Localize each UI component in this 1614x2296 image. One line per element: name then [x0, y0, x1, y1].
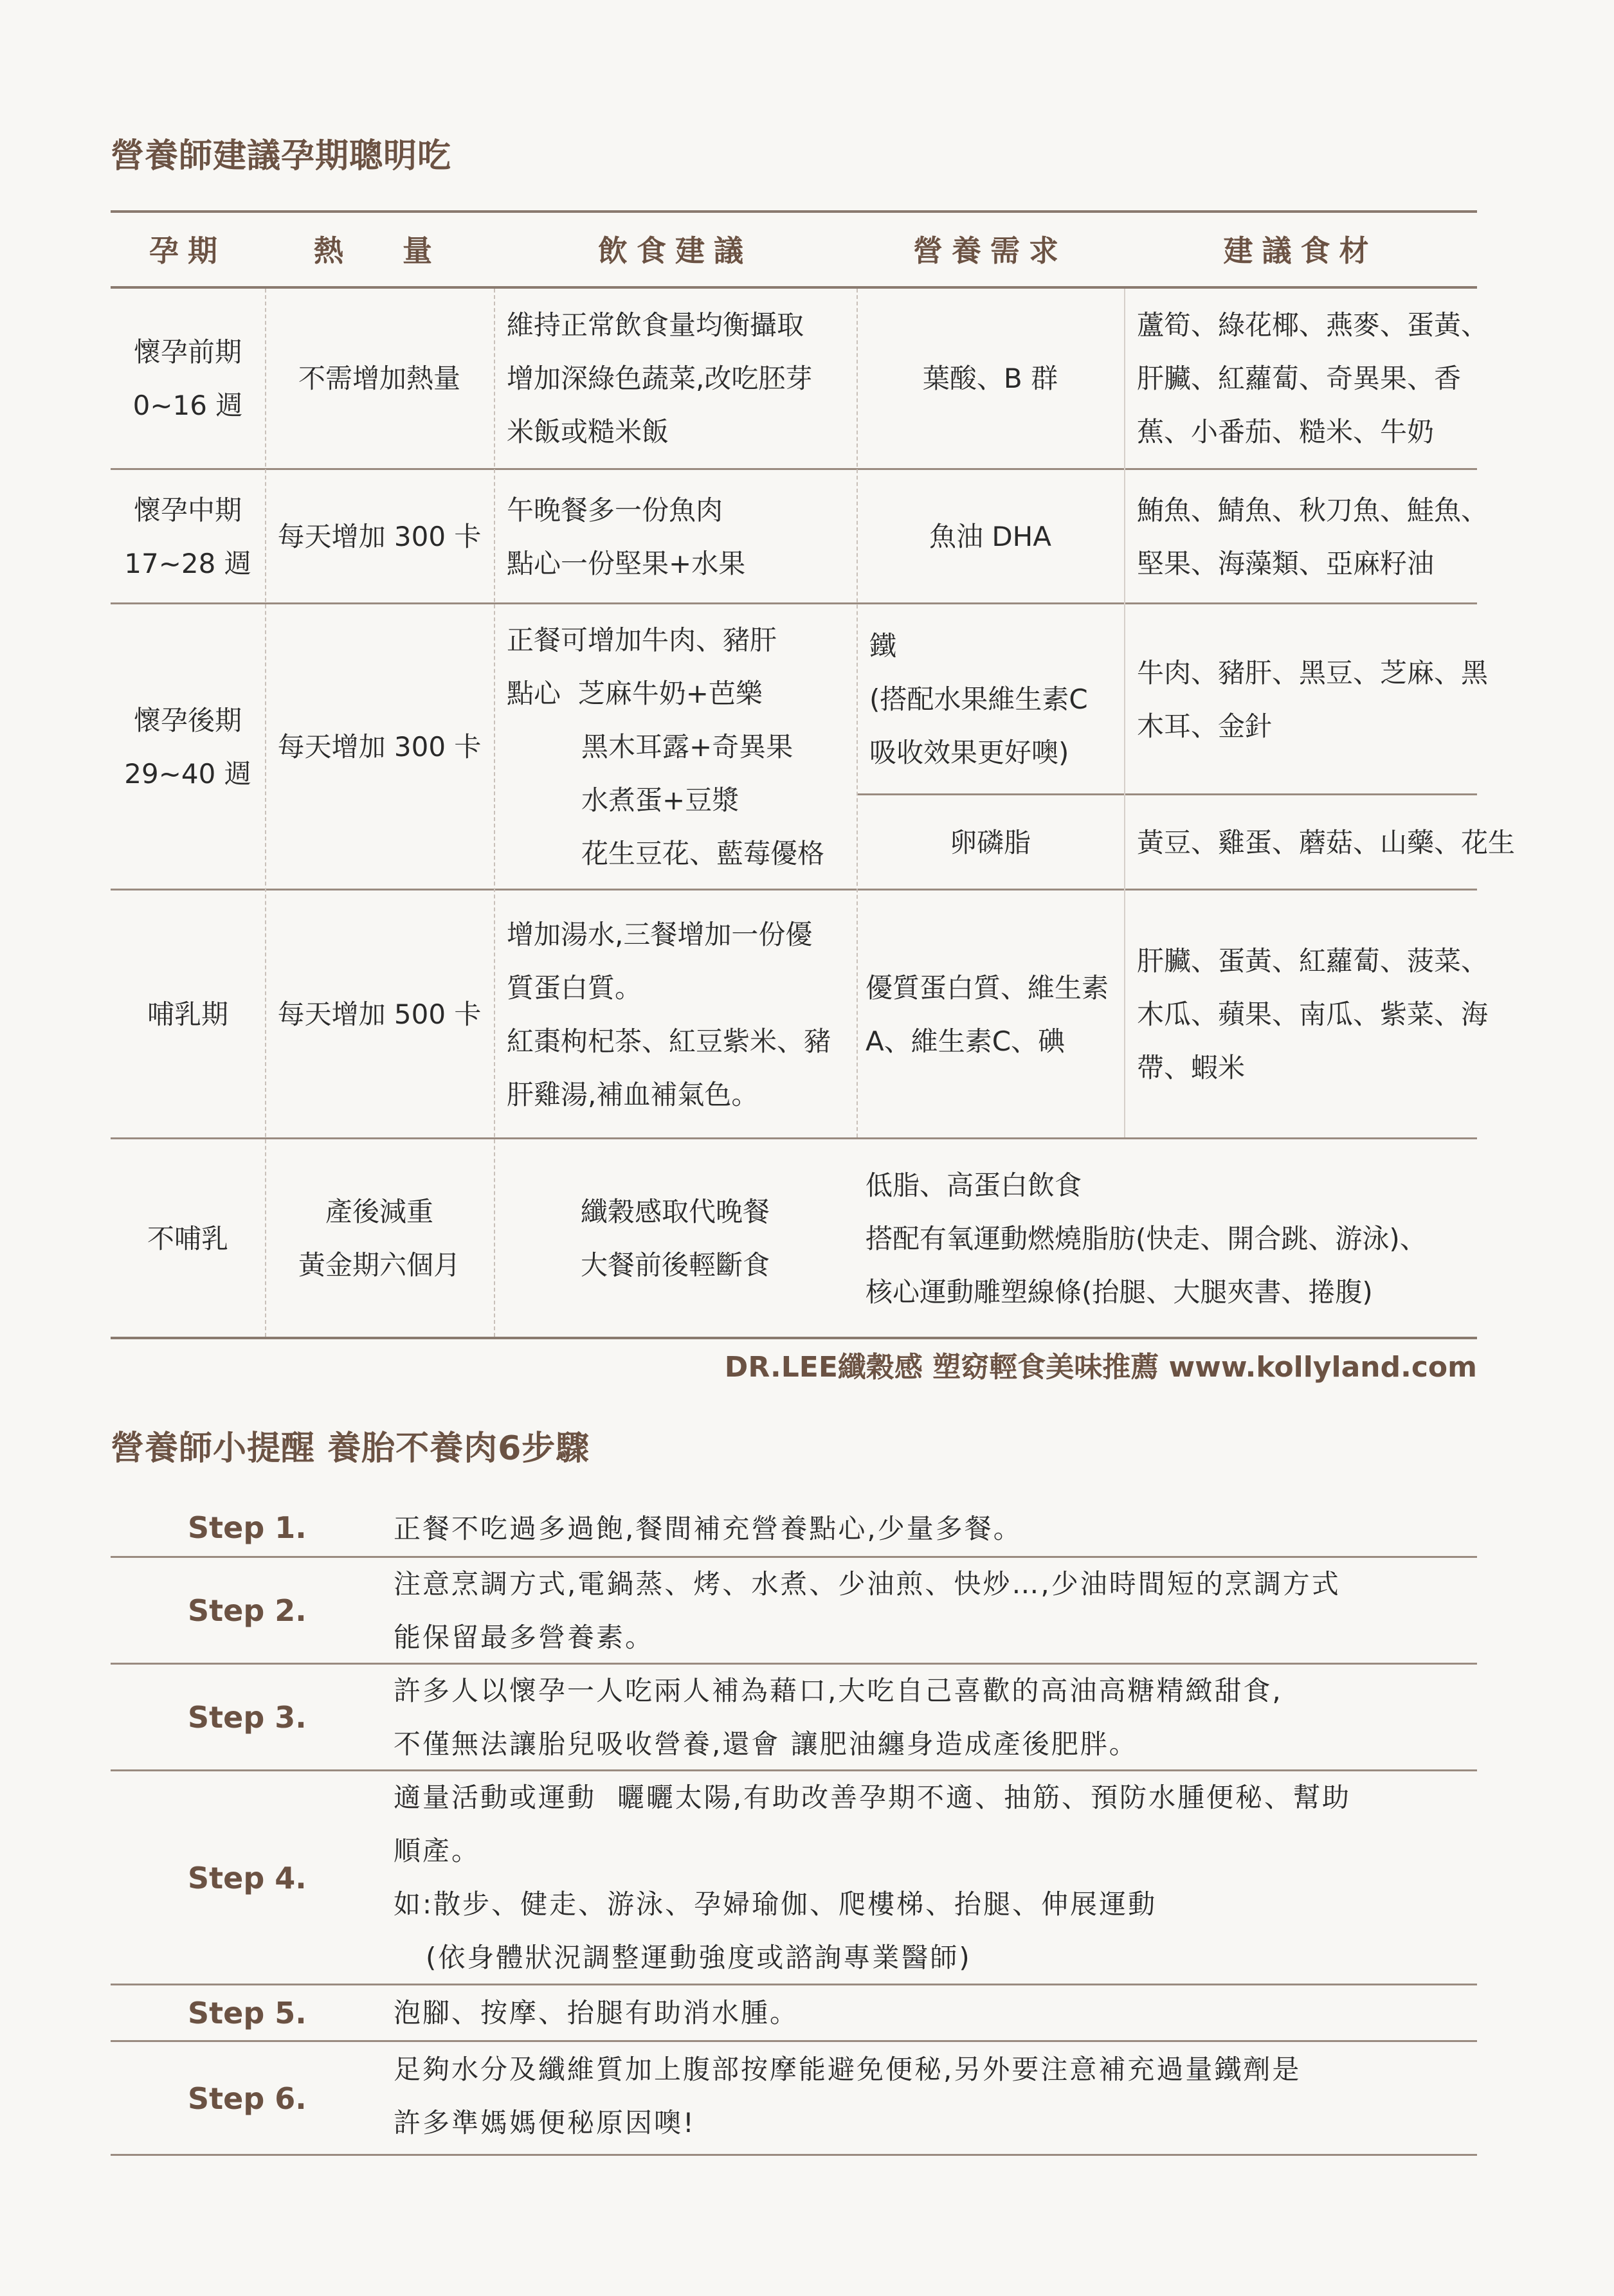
section-title-nutrition: 營養師建議孕期聰明吃	[111, 137, 452, 176]
row4-foods	[1124, 891, 1489, 1137]
text-line: 每天增加 500 卡	[277, 999, 482, 1030]
step-label: Step 6.	[188, 2081, 307, 2116]
header-period: 孕期	[149, 233, 226, 268]
row2-foods	[1124, 471, 1489, 602]
text-line: 產後減重	[325, 1196, 433, 1227]
row3-nutrient-iron	[857, 605, 1124, 793]
text-line: 點心 芝麻牛奶+芭樂	[507, 678, 763, 709]
text-line: 懷孕中期	[133, 494, 242, 526]
text-line: 足夠水分及纖維質加上腹部按摩能避免便秘,另外要注意補充過量鐵劑是	[394, 2054, 1301, 2085]
row-rule	[111, 1137, 1477, 1139]
text-line: 低脂、高蛋白飲食	[866, 1169, 1082, 1201]
text-line: 許多人以懷孕一人吃兩人補為藉口,大吃自己喜歡的高油高糖精緻甜食,	[394, 1675, 1283, 1706]
text-line: 不僅無法讓胎兒吸收營養,還會 讓肥油纏身造成產後肥胖。	[394, 1728, 1138, 1760]
text-line: 增加深綠色蔬菜,改吃胚芽	[507, 363, 813, 394]
text-line: 搭配有氧運動燃燒脂肪(快走、開合跳、游泳)、	[866, 1222, 1427, 1254]
step-label: Step 3.	[188, 1700, 307, 1735]
nutrition-table	[111, 210, 1516, 1339]
text-line: 肝雞湯,補血補氣色。	[507, 1078, 759, 1110]
row-rule	[111, 889, 1477, 890]
text-line: 泡腳、按摩、抬腿有助消水腫。	[394, 1997, 799, 2029]
step-text	[394, 1502, 1022, 1555]
text-line: 花生豆花、藍莓優格	[581, 838, 825, 869]
text-line: 能保留最多營養素。	[394, 1622, 655, 1653]
text-line: 肝臟、蛋黃、紅蘿蔔、菠菜、	[1137, 945, 1489, 977]
text-line: 堅果、海藻類、亞麻籽油	[1137, 547, 1435, 579]
row5-diet	[494, 1140, 857, 1337]
step-text	[394, 1771, 1351, 1984]
text-line: 大餐前後輕斷食	[580, 1249, 770, 1281]
text-line: 纖穀感取代晚餐	[580, 1196, 770, 1227]
text-line: 許多準媽媽便秘原因噢!	[394, 2107, 696, 2138]
row1-nutrient	[857, 289, 1124, 468]
row4-diet	[494, 891, 857, 1137]
text-line: A、維生素C、碘	[866, 1025, 1065, 1057]
row3-nutrient-lecithin	[857, 796, 1124, 889]
row4-calories	[265, 891, 494, 1137]
step-text	[394, 2043, 1301, 2149]
row3-calories	[265, 605, 494, 889]
header-diet: 飲食建議	[598, 233, 752, 268]
text-line: 29~40 週	[124, 757, 251, 790]
text-line: 注意烹調方式,電鍋蒸、烤、水煮、少油煎、快炒…,少油時間短的烹調方式	[394, 1568, 1341, 1600]
row1-calories	[265, 289, 494, 468]
text-line: 鮪魚、鯖魚、秋刀魚、鮭魚、	[1137, 494, 1489, 526]
text-line: 黃金期六個月	[298, 1249, 460, 1281]
step-rule	[111, 2154, 1477, 2156]
text-line: 哺乳期	[147, 999, 228, 1030]
text-line: 肝臟、紅蘿蔔、奇異果、香	[1137, 363, 1462, 394]
text-line: 0~16 週	[132, 389, 243, 421]
text-line: 牛肉、豬肝、黑豆、芝麻、黑	[1137, 656, 1489, 689]
text-line: 點心一份堅果+水果	[507, 547, 746, 579]
text-line: 順產。	[394, 1835, 481, 1867]
text-line: 午晚餐多一份魚肉	[507, 494, 723, 526]
text-line: 紅棗枸杞茶、紅豆紫米、豬	[507, 1025, 831, 1057]
row3-foods-iron	[1124, 605, 1489, 793]
header-calories	[265, 210, 494, 287]
step-rule	[111, 2040, 1477, 2042]
text-line: 木耳、金針	[1137, 710, 1273, 742]
text-line: 黑木耳露+奇異果	[581, 731, 793, 763]
text-line: 水煮蛋+豆漿	[581, 784, 739, 816]
row2-period	[111, 471, 265, 602]
text-line: 葉酸、B 群	[922, 363, 1058, 394]
text-line: 如:散步、健走、游泳、孕婦瑜伽、爬樓梯、抬腿、伸展運動	[394, 1888, 1157, 1920]
steps-list	[111, 1492, 1477, 2160]
row5-period	[111, 1140, 265, 1337]
table-bottom-rule	[111, 1337, 1477, 1339]
text-line: 正餐可增加牛肉、豬肝	[507, 624, 777, 656]
step-label: Step 4.	[188, 1860, 307, 1895]
text-line: 鐵	[869, 630, 897, 662]
text-line: 卵磷脂	[949, 826, 1031, 858]
row5-advice	[857, 1140, 1477, 1337]
text-line: 吸收效果更好噢)	[869, 737, 1069, 768]
header-calories-text: 熱 量	[313, 233, 446, 268]
text-line: 17~28 週	[124, 547, 251, 579]
row3-diet	[494, 605, 857, 889]
row3-foods-lecithin	[1124, 796, 1516, 889]
row1-period	[111, 289, 265, 468]
text-line: 質蛋白質。	[507, 972, 642, 1004]
row1-diet	[494, 289, 857, 468]
text-line: 不哺乳	[147, 1222, 228, 1254]
header-foods: 建議食材	[1223, 233, 1378, 268]
text-line: (搭配水果維生素C	[869, 683, 1088, 715]
text-line: 魚油 DHA	[929, 521, 1051, 552]
row2-calories	[265, 471, 494, 602]
text-line: 不需增加熱量	[298, 363, 460, 394]
row1-foods	[1124, 289, 1489, 468]
header-nutrient: 營養需求	[913, 233, 1067, 268]
row3-period	[111, 605, 265, 889]
row5-calories	[265, 1140, 494, 1337]
step-label: Step 2.	[188, 1593, 307, 1628]
text-line: 增加湯水,三餐增加一份優	[507, 918, 813, 950]
row2-diet	[494, 471, 857, 602]
row2-nutrient	[857, 471, 1124, 602]
text-line: 優質蛋白質、維生素	[866, 972, 1109, 1004]
text-line: 蘆筍、綠花椰、燕麥、蛋黃、	[1137, 309, 1489, 341]
text-line: 每天增加 300 卡	[277, 521, 482, 552]
step-label: Step 5.	[188, 1996, 307, 2030]
step-label: Step 1.	[188, 1510, 307, 1545]
credit-line: DR.LEE纖穀感 塑窈輕食美味推薦 www.kollyland.com	[724, 1351, 1477, 1384]
text-line: (依身體狀況調整運動強度或諮詢專業醫師)	[426, 1942, 972, 1973]
row4-period	[111, 891, 265, 1137]
text-line: 正餐不吃過多過飽,餐間補充營養點心,少量多餐。	[394, 1513, 1022, 1544]
section-title-tips: 營養師小提醒 養胎不養肉6步驟	[111, 1429, 590, 1468]
text-line: 核心運動雕塑線條(抬腿、大腿夾書、捲腹)	[866, 1276, 1373, 1308]
text-line: 懷孕後期	[133, 704, 242, 736]
text-line: 懷孕前期	[133, 336, 242, 368]
row4-nutrient	[857, 891, 1124, 1137]
row-rule	[111, 602, 1477, 604]
text-line: 帶、蝦米	[1137, 1052, 1246, 1083]
step-text	[394, 1557, 1341, 1664]
text-line: 蕉、小番茄、糙米、牛奶	[1137, 416, 1435, 447]
row-rule	[111, 468, 1477, 470]
text-line: 木瓜、蘋果、南瓜、紫菜、海	[1137, 999, 1489, 1030]
step-text	[394, 1986, 799, 2039]
row-rule-partial	[857, 793, 1477, 795]
text-line: 適量活動或運動 曬曬太陽,有助改善孕期不適、抽筋、預防水腫便秘、幫助	[394, 1782, 1352, 1813]
step-text	[394, 1664, 1283, 1771]
text-line: 米飯或糙米飯	[507, 416, 669, 447]
text-line: 每天增加 300 卡	[277, 731, 482, 763]
text-line: 黃豆、雞蛋、蘑菇、山藥、花生	[1137, 826, 1516, 858]
text-line: 維持正常飲食量均衡攝取	[507, 309, 804, 341]
